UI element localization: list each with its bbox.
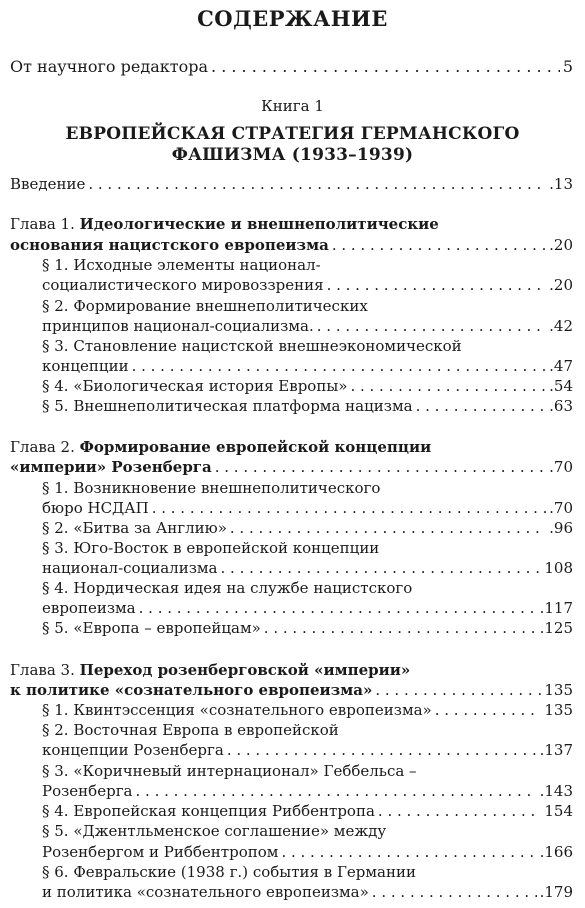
toc-entry-page: .47 xyxy=(549,357,573,375)
section-title: § 2. «Битва за Англию» xyxy=(42,519,227,537)
section-3-4[interactable] xyxy=(42,801,573,821)
section-3-3-line1[interactable]: § 3. «Коричневый интернационал» Геббельса – xyxy=(42,762,417,780)
toc-entry-page: 154 xyxy=(544,802,573,820)
section-1-1-line1[interactable]: § 1. Исходные элементы национал- xyxy=(42,256,321,274)
dot-leader xyxy=(332,235,546,255)
section-title: европеизма xyxy=(42,599,136,617)
section-3-6-line1[interactable]: § 6. Февральские (1938 г.) события в Германии xyxy=(42,863,416,881)
toc-entry-page: 5 xyxy=(562,57,573,76)
dot-leader xyxy=(372,882,537,902)
book-title-line2: ФАШИЗМА (1933–1939) xyxy=(171,145,414,165)
dot-leader xyxy=(215,457,546,477)
section-title: и политика «сознательного европеизма» xyxy=(42,883,369,901)
chapter-prefix: Глава 3. xyxy=(10,661,75,679)
section-1-3-line2[interactable] xyxy=(42,356,573,376)
section-title: § 4. Европейская концепция Риббентропа xyxy=(42,802,375,820)
toc-entry-page: .96 xyxy=(549,519,573,537)
dot-leader xyxy=(375,680,541,700)
section-title: концепции xyxy=(42,357,129,375)
chapter-title: Переход розенберговской «империи» xyxy=(79,661,411,679)
section-3-5-line2[interactable] xyxy=(42,842,573,862)
dot-leader xyxy=(152,498,546,518)
toc-entry-page: .13 xyxy=(549,175,573,193)
dot-leader xyxy=(350,376,546,396)
dot-leader xyxy=(136,781,537,801)
chapter-1-heading-line1[interactable] xyxy=(10,214,585,234)
toc-entry-page: 108 xyxy=(544,559,573,577)
dot-leader xyxy=(416,396,547,416)
section-title: Розенберга xyxy=(42,782,133,800)
section-2-4-line2[interactable] xyxy=(42,598,573,618)
section-title: § 1. Квинтэссенция «сознательного европеизма» xyxy=(42,701,432,719)
section-title: § 5. «Европа – европейцам» xyxy=(42,619,261,637)
toc-entry-page: .20 xyxy=(549,236,573,254)
dot-leader xyxy=(281,842,536,862)
chapter-title: «империи» Розенберга xyxy=(10,458,212,476)
chapter-3-heading-line1[interactable] xyxy=(10,660,585,680)
dot-leader xyxy=(317,316,546,336)
section-1-2-line2[interactable] xyxy=(42,316,573,336)
section-3-5-line1[interactable]: § 5. «Джентльменское соглашение» между xyxy=(42,822,387,840)
chapter-1-heading-line2[interactable] xyxy=(10,235,573,255)
page-title: СОДЕРЖАНИЕ xyxy=(197,6,388,31)
section-title: § 4. «Биологическая история Европы» xyxy=(42,377,348,395)
toc-entry-page: .63 xyxy=(549,397,573,415)
section-3-3-line2[interactable] xyxy=(42,781,573,801)
toc-entry-page: .70 xyxy=(549,499,573,517)
dot-leader xyxy=(327,275,547,295)
toc-entry-page: .117 xyxy=(539,599,573,617)
toc-entry-page: .166 xyxy=(539,843,573,861)
section-3-6-line2[interactable] xyxy=(42,882,573,902)
section-2-1-line1[interactable]: § 1. Возникновение внешнеполитического xyxy=(42,479,381,497)
section-3-2-line1[interactable]: § 2. Восточная Европа в европейской xyxy=(42,721,339,739)
toc-entry-page: .54 xyxy=(549,377,573,395)
book-title-line1: ЕВРОПЕЙСКАЯ СТРАТЕГИЯ ГЕРМАНСКОГО xyxy=(65,124,520,144)
toc-entry-title: Введение xyxy=(10,175,86,193)
chapter-title: основания нацистского европеизма xyxy=(10,236,329,254)
chapter-2-heading-line2[interactable] xyxy=(10,457,573,477)
dot-leader xyxy=(378,801,541,821)
toc-entry-page: .42 xyxy=(549,317,573,335)
section-title: национал-социализма xyxy=(42,559,218,577)
section-title: бюро НСДАП xyxy=(42,499,149,517)
section-1-5[interactable] xyxy=(42,396,573,416)
toc-entry-editor[interactable] xyxy=(10,57,573,77)
section-1-4[interactable] xyxy=(42,376,573,396)
section-title: Розенбергом и Риббентропом xyxy=(42,843,279,861)
toc-entry-page: .125 xyxy=(539,619,573,637)
toc-entry-page: .70 xyxy=(549,458,573,476)
dot-leader xyxy=(88,174,546,194)
toc-entry-page: .179 xyxy=(539,883,573,901)
section-title: принципов национал-социализма. xyxy=(42,317,314,335)
section-3-1[interactable] xyxy=(42,700,573,720)
section-2-5[interactable] xyxy=(42,618,573,638)
section-1-3-line1[interactable]: § 3. Становление нацистской внешнеэкономической xyxy=(42,337,462,355)
toc-entry-intro[interactable] xyxy=(10,174,573,194)
chapter-title: Идеологические и внешнеполитические xyxy=(79,215,439,233)
book-label: Книга 1 xyxy=(261,97,324,115)
section-2-1-line2[interactable] xyxy=(42,498,573,518)
section-title: § 5. Внешнеполитическая платформа нацизма xyxy=(42,397,413,415)
toc-entry-page: 135 xyxy=(544,701,573,719)
dot-leader xyxy=(132,356,547,376)
dot-leader xyxy=(264,618,537,638)
toc-entry-page: .137 xyxy=(539,741,573,759)
chapter-title: Формирование европейской концепции xyxy=(79,438,432,456)
section-2-2[interactable] xyxy=(42,518,573,538)
section-1-1-line2[interactable] xyxy=(42,275,573,295)
chapter-3-heading-line2[interactable] xyxy=(10,680,573,700)
toc-entry-page: 135 xyxy=(544,681,573,699)
chapter-prefix: Глава 1. xyxy=(10,215,75,233)
toc-entry-page: .143 xyxy=(539,782,573,800)
section-2-3-line1[interactable]: § 3. Юго-Восток в европейской концепции xyxy=(42,539,380,557)
section-2-3-line2[interactable] xyxy=(42,558,573,578)
section-title: концепции Розенберга xyxy=(42,741,224,759)
toc-entry-page: .20 xyxy=(549,276,573,294)
chapter-title: к политике «сознательного европеизма» xyxy=(10,681,373,699)
dot-leader xyxy=(139,598,537,618)
dot-leader xyxy=(227,740,537,760)
section-1-2-line1[interactable]: § 2. Формирование внешнеполитических xyxy=(42,297,368,315)
dot-leader xyxy=(435,700,542,720)
dot-leader xyxy=(230,518,546,538)
section-3-2-line2[interactable] xyxy=(42,740,573,760)
chapter-2-heading-line1[interactable] xyxy=(10,437,585,457)
dot-leader xyxy=(221,558,542,578)
section-2-4-line1[interactable]: § 4. Нордическая идея на службе нацистского xyxy=(42,579,413,597)
toc-entry-title: От научного редактора xyxy=(10,57,209,76)
section-title: социалистического мировоззрения xyxy=(42,276,324,294)
dot-leader xyxy=(211,57,560,77)
chapter-prefix: Глава 2. xyxy=(10,438,75,456)
